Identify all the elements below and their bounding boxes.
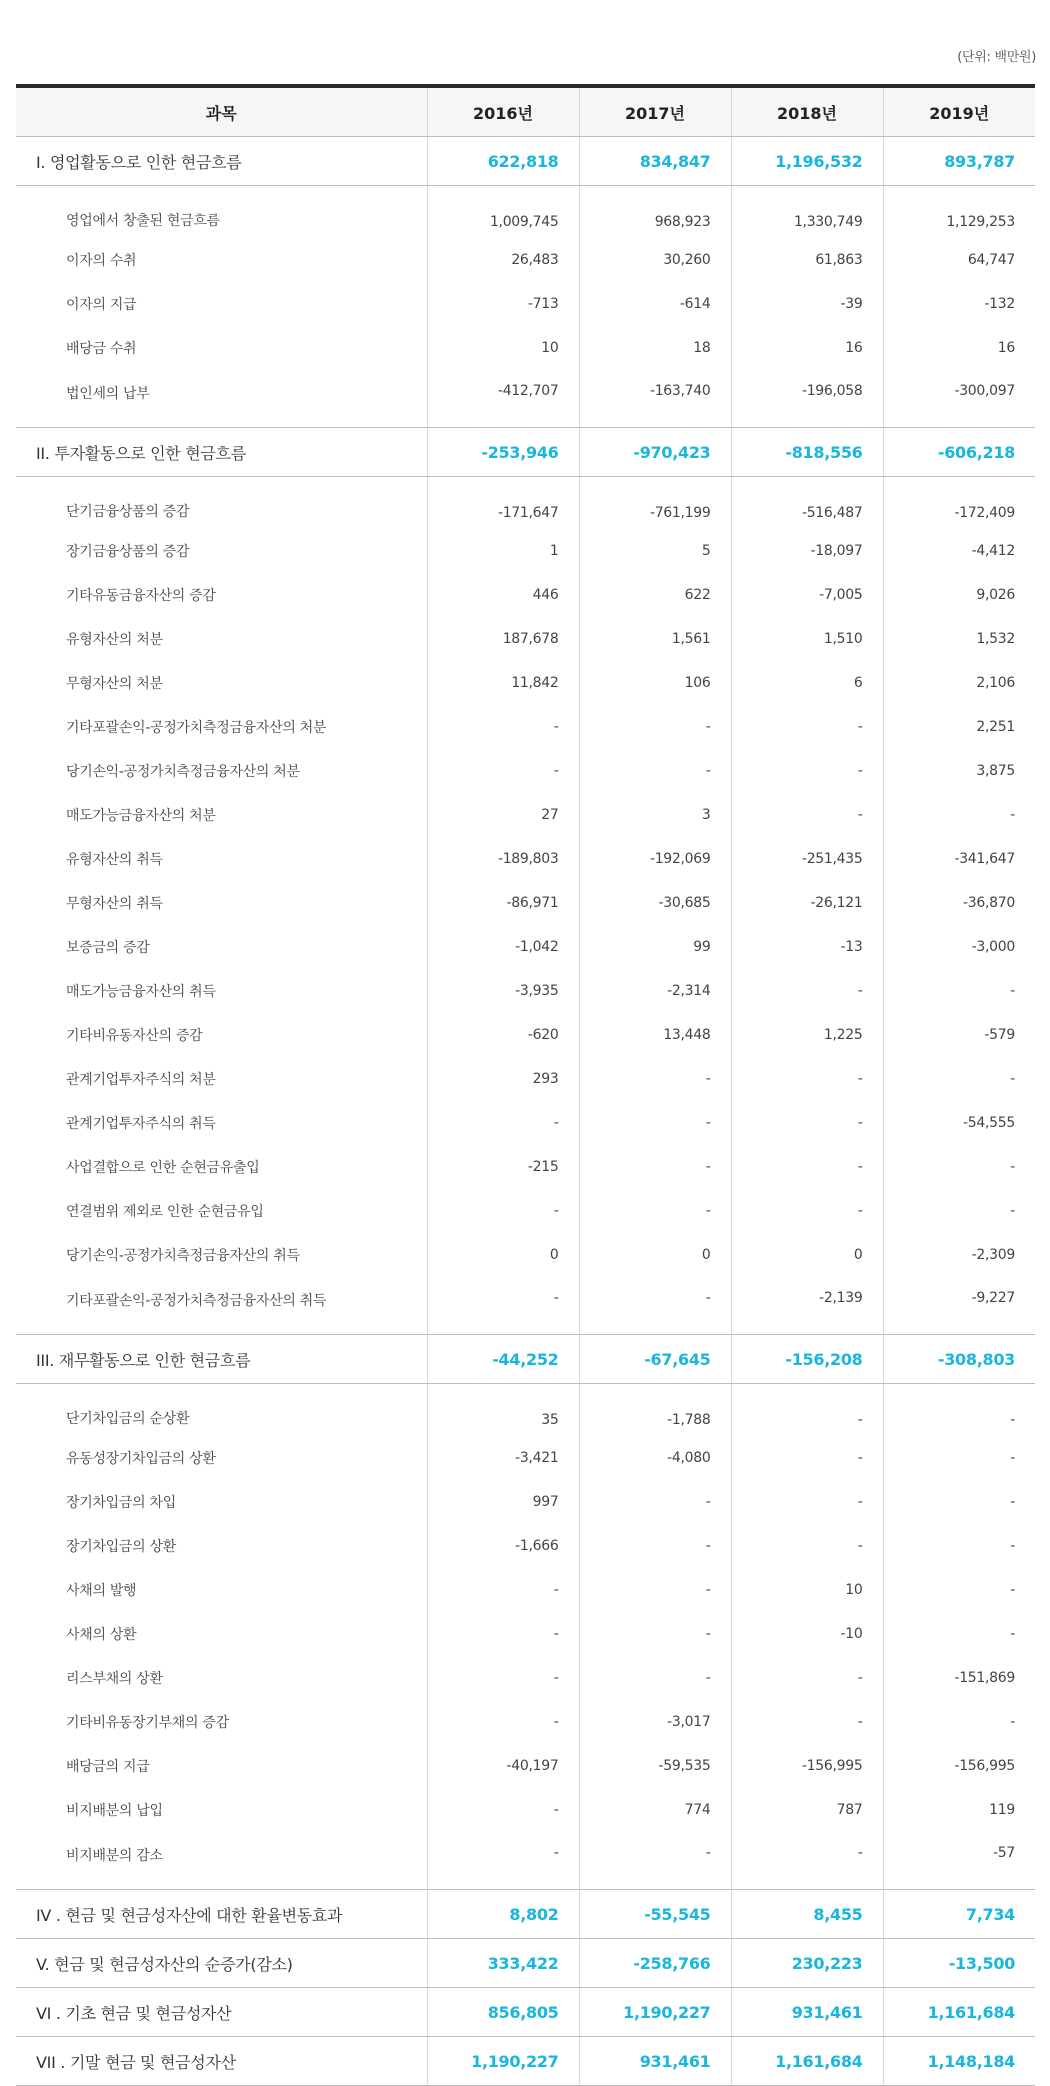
header-year-2017: 2017년: [579, 86, 731, 137]
item-label: 비지배분의 감소: [16, 1832, 427, 1890]
table-row: [16, 1101, 1035, 1145]
section-label: IV . 현금 및 현금성자산에 대한 환율변동효과: [16, 1890, 427, 1939]
value-2019: -: [1010, 1071, 1015, 1087]
item-label: 매도가능금융자산의 취득: [16, 969, 427, 1013]
value-2019: -308,803: [883, 1335, 1035, 1384]
table-row: [16, 1832, 1035, 1890]
value-2019: -300,097: [954, 383, 1015, 399]
value-2019: -3,000: [971, 939, 1015, 955]
header-year-2018: 2018년: [731, 86, 883, 137]
value-2018: 6: [731, 661, 883, 705]
table-row: [16, 793, 1035, 837]
value-2017: -: [579, 1277, 731, 1335]
value-2019: -: [1010, 1412, 1015, 1428]
value-2018: 230,223: [731, 1939, 883, 1988]
value-2018: -2,139: [731, 1277, 883, 1335]
value-2019: -: [1010, 1714, 1015, 1730]
value-2017: -: [579, 1524, 731, 1568]
value-2018: -: [731, 749, 883, 793]
value-2019: -: [1010, 1203, 1015, 1219]
value-2016: 10: [427, 326, 579, 370]
value-2017: -3,017: [579, 1700, 731, 1744]
value-2017: -: [579, 1656, 731, 1700]
value-2019: -172,409: [954, 505, 1015, 521]
value-2018: 0: [731, 1233, 883, 1277]
table-row: [16, 705, 1035, 749]
header-year-2019: 2019년: [883, 86, 1035, 137]
item-label: 법인세의 납부: [16, 370, 427, 428]
value-2019: -341,647: [954, 851, 1015, 867]
item-label: 기타비유동장기부채의 증감: [16, 1700, 427, 1744]
value-2019: -: [1010, 1626, 1015, 1642]
value-2018: 1,225: [731, 1013, 883, 1057]
value-2018: 61,863: [731, 238, 883, 282]
table-row: [16, 1788, 1035, 1832]
value-2018: -: [731, 1832, 883, 1890]
value-2019: 1,129,253: [946, 214, 1015, 230]
value-2016: -412,707: [427, 370, 579, 428]
value-2019: -: [1010, 983, 1015, 999]
value-2016: -189,803: [427, 837, 579, 881]
value-2019: 1,148,184: [883, 2037, 1035, 2086]
table-row: [16, 282, 1035, 326]
item-label: 무형자산의 취득: [16, 881, 427, 925]
table-row: [16, 573, 1035, 617]
table-row: [16, 1233, 1035, 1277]
unit-note: (단위: 백만원): [957, 50, 1036, 65]
value-2017: -: [579, 749, 731, 793]
value-2019: 9,026: [976, 587, 1015, 603]
section-total-row: [16, 1939, 1035, 1988]
table-row: [16, 186, 1035, 239]
item-label: 배당금 수취: [16, 326, 427, 370]
value-2017: 774: [579, 1788, 731, 1832]
item-label: 사채의 상환: [16, 1612, 427, 1656]
value-2017: 622: [579, 573, 731, 617]
value-2017: -67,645: [579, 1335, 731, 1384]
value-2019: 16: [997, 340, 1015, 356]
table-row: [16, 837, 1035, 881]
section-label: VI . 기초 현금 및 현금성자산: [16, 1988, 427, 2037]
value-2016: -: [427, 1612, 579, 1656]
value-2016: -171,647: [427, 477, 579, 530]
header-year-2016: 2016년: [427, 86, 579, 137]
value-2017: -970,423: [579, 428, 731, 477]
value-2019: 119: [989, 1802, 1015, 1818]
value-2018: -818,556: [731, 428, 883, 477]
value-2016: 26,483: [427, 238, 579, 282]
value-2017: 30,260: [579, 238, 731, 282]
value-2016: -40,197: [427, 1744, 579, 1788]
value-2016: -: [427, 705, 579, 749]
value-2016: 0: [427, 1233, 579, 1277]
value-2018: -: [731, 1480, 883, 1524]
value-2017: -: [579, 1568, 731, 1612]
value-2016: -: [427, 1832, 579, 1890]
value-2016: -215: [427, 1145, 579, 1189]
table-row: [16, 969, 1035, 1013]
table-row: [16, 661, 1035, 705]
value-2018: 787: [731, 1788, 883, 1832]
table-row: [16, 370, 1035, 428]
value-2017: 3: [579, 793, 731, 837]
table-row: [16, 477, 1035, 530]
section-label: VII . 기말 현금 및 현금성자산: [16, 2037, 427, 2086]
section-label: I. 영업활동으로 인한 현금흐름: [16, 137, 427, 186]
value-2019: -579: [984, 1027, 1015, 1043]
table-row: [16, 326, 1035, 370]
value-2018: 931,461: [731, 1988, 883, 2037]
value-2018: -: [731, 705, 883, 749]
item-label: 유형자산의 처분: [16, 617, 427, 661]
value-2016: -: [427, 1656, 579, 1700]
value-2019: -: [1010, 1538, 1015, 1554]
value-2016: 622,818: [427, 137, 579, 186]
section-total-row: [16, 137, 1035, 186]
item-label: 장기차입금의 상환: [16, 1524, 427, 1568]
item-label: 장기금융상품의 증감: [16, 529, 427, 573]
value-2016: 1,190,227: [427, 2037, 579, 2086]
value-2017: 13,448: [579, 1013, 731, 1057]
value-2017: 99: [579, 925, 731, 969]
table-row: [16, 1568, 1035, 1612]
table-row: [16, 1189, 1035, 1233]
value-2018: 10: [731, 1568, 883, 1612]
item-label: 유형자산의 취득: [16, 837, 427, 881]
value-2019: 1,161,684: [883, 1988, 1035, 2037]
value-2017: 931,461: [579, 2037, 731, 2086]
value-2017: -192,069: [579, 837, 731, 881]
value-2016: -1,666: [427, 1524, 579, 1568]
value-2017: -1,788: [579, 1384, 731, 1437]
value-2018: -: [731, 1656, 883, 1700]
value-2019: -36,870: [963, 895, 1015, 911]
item-label: 단기차입금의 순상환: [16, 1384, 427, 1437]
value-2018: -196,058: [731, 370, 883, 428]
value-2018: -: [731, 1436, 883, 1480]
item-label: 이자의 지급: [16, 282, 427, 326]
table-row: [16, 749, 1035, 793]
item-label: 기타포괄손익-공정가치측정금융자산의 처분: [16, 705, 427, 749]
item-label: 리스부채의 상환: [16, 1656, 427, 1700]
value-2019: -606,218: [883, 428, 1035, 477]
value-2019: -: [1010, 1159, 1015, 1175]
value-2019: -57: [993, 1845, 1015, 1861]
value-2017: -258,766: [579, 1939, 731, 1988]
value-2018: -251,435: [731, 837, 883, 881]
table-row: [16, 1057, 1035, 1101]
value-2018: 1,510: [731, 617, 883, 661]
value-2019: 7,734: [883, 1890, 1035, 1939]
value-2018: -156,995: [731, 1744, 883, 1788]
item-label: 관계기업투자주식의 처분: [16, 1057, 427, 1101]
item-label: 이자의 수취: [16, 238, 427, 282]
value-2019: -2,309: [971, 1247, 1015, 1263]
table-row: [16, 1524, 1035, 1568]
item-label: 비지배분의 납입: [16, 1788, 427, 1832]
item-label: 사업결합으로 인한 순현금유출입: [16, 1145, 427, 1189]
table-row: [16, 1384, 1035, 1437]
value-2016: -: [427, 1277, 579, 1335]
value-2018: -: [731, 793, 883, 837]
value-2017: 968,923: [579, 186, 731, 239]
table-row: [16, 617, 1035, 661]
value-2017: -4,080: [579, 1436, 731, 1480]
item-label: 영업에서 창출된 현금흐름: [16, 186, 427, 239]
value-2019: 1,532: [976, 631, 1015, 647]
value-2016: 446: [427, 573, 579, 617]
value-2018: -: [731, 1524, 883, 1568]
value-2017: -: [579, 1145, 731, 1189]
value-2016: -: [427, 1788, 579, 1832]
table-header: [16, 86, 1035, 137]
item-label: 보증금의 증감: [16, 925, 427, 969]
value-2017: -: [579, 1480, 731, 1524]
value-2019: -4,412: [971, 543, 1015, 559]
value-2019: -151,869: [954, 1670, 1015, 1686]
value-2018: -516,487: [731, 477, 883, 530]
header-row: [16, 86, 1035, 137]
value-2016: -: [427, 1189, 579, 1233]
value-2017: -163,740: [579, 370, 731, 428]
value-2017: -: [579, 1101, 731, 1145]
value-2016: -620: [427, 1013, 579, 1057]
item-label: 기타유동금융자산의 증감: [16, 573, 427, 617]
value-2018: -: [731, 1189, 883, 1233]
value-2018: -: [731, 1145, 883, 1189]
value-2018: -10: [731, 1612, 883, 1656]
value-2017: -55,545: [579, 1890, 731, 1939]
value-2016: -: [427, 1101, 579, 1145]
value-2019: -9,227: [971, 1290, 1015, 1306]
value-2016: 8,802: [427, 1890, 579, 1939]
value-2018: -156,208: [731, 1335, 883, 1384]
table-row: [16, 238, 1035, 282]
value-2016: -: [427, 1568, 579, 1612]
value-2017: 106: [579, 661, 731, 705]
item-label: 매도가능금융자산의 처분: [16, 793, 427, 837]
value-2019: -13,500: [883, 1939, 1035, 1988]
value-2017: 1,561: [579, 617, 731, 661]
value-2016: 187,678: [427, 617, 579, 661]
value-2016: -: [427, 1700, 579, 1744]
value-2019: 2,106: [976, 675, 1015, 691]
value-2017: -59,535: [579, 1744, 731, 1788]
value-2019: -: [1010, 1582, 1015, 1598]
value-2017: 1,190,227: [579, 1988, 731, 2037]
value-2019: -: [1010, 807, 1015, 823]
value-2018: 1,161,684: [731, 2037, 883, 2086]
value-2016: -3,421: [427, 1436, 579, 1480]
table-row: [16, 1612, 1035, 1656]
value-2017: -761,199: [579, 477, 731, 530]
section-total-row: [16, 2037, 1035, 2086]
value-2017: -: [579, 1057, 731, 1101]
table-row: [16, 1277, 1035, 1335]
item-label: 기타비유동자산의 증감: [16, 1013, 427, 1057]
item-label: 관계기업투자주식의 취득: [16, 1101, 427, 1145]
value-2019: 3,875: [976, 763, 1015, 779]
table-row: [16, 1656, 1035, 1700]
value-2019: -: [1010, 1494, 1015, 1510]
value-2018: -39: [731, 282, 883, 326]
value-2018: -: [731, 1700, 883, 1744]
section-total-row: [16, 1335, 1035, 1384]
value-2019: 64,747: [967, 252, 1015, 268]
table-row: [16, 881, 1035, 925]
item-label: 장기차입금의 차입: [16, 1480, 427, 1524]
value-2016: -713: [427, 282, 579, 326]
table-row: [16, 1700, 1035, 1744]
item-label: 단기금융상품의 증감: [16, 477, 427, 530]
value-2017: 0: [579, 1233, 731, 1277]
item-label: 당기손익-공정가치측정금융자산의 처분: [16, 749, 427, 793]
cash-flow-table: [16, 84, 1035, 2086]
table-row: [16, 529, 1035, 573]
value-2018: 1,330,749: [731, 186, 883, 239]
section-label: III. 재무활동으로 인한 현금흐름: [16, 1335, 427, 1384]
value-2017: -2,314: [579, 969, 731, 1013]
value-2018: -7,005: [731, 573, 883, 617]
value-2016: 27: [427, 793, 579, 837]
value-2019: -: [1010, 1450, 1015, 1466]
table-row: [16, 925, 1035, 969]
table-row: [16, 1145, 1035, 1189]
table-row: [16, 1436, 1035, 1480]
value-2016: -86,971: [427, 881, 579, 925]
item-label: 유동성장기차입금의 상환: [16, 1436, 427, 1480]
table-row: [16, 1744, 1035, 1788]
value-2018: 16: [731, 326, 883, 370]
value-2019: -132: [984, 296, 1015, 312]
value-2016: 293: [427, 1057, 579, 1101]
value-2018: -: [731, 1384, 883, 1437]
item-label: 연결범위 제외로 인한 순현금유입: [16, 1189, 427, 1233]
value-2018: -13: [731, 925, 883, 969]
section-total-row: [16, 1890, 1035, 1939]
value-2018: -: [731, 1057, 883, 1101]
header-account: 과목: [16, 86, 427, 137]
value-2016: 11,842: [427, 661, 579, 705]
table-body: [16, 137, 1035, 2086]
value-2016: 35: [427, 1384, 579, 1437]
value-2018: 1,196,532: [731, 137, 883, 186]
value-2017: -30,685: [579, 881, 731, 925]
value-2017: -: [579, 1832, 731, 1890]
item-label: 당기손익-공정가치측정금융자산의 취득: [16, 1233, 427, 1277]
value-2019: -156,995: [954, 1758, 1015, 1774]
value-2016: 856,805: [427, 1988, 579, 2037]
value-2017: -: [579, 1612, 731, 1656]
value-2017: 834,847: [579, 137, 731, 186]
value-2016: -3,935: [427, 969, 579, 1013]
section-total-row: [16, 1988, 1035, 2037]
value-2016: -1,042: [427, 925, 579, 969]
item-label: 기타포괄손익-공정가치측정금융자산의 취득: [16, 1277, 427, 1335]
value-2017: -: [579, 1189, 731, 1233]
value-2018: 8,455: [731, 1890, 883, 1939]
value-2017: 18: [579, 326, 731, 370]
value-2018: -18,097: [731, 529, 883, 573]
value-2018: -: [731, 969, 883, 1013]
value-2017: -: [579, 705, 731, 749]
value-2016: 997: [427, 1480, 579, 1524]
value-2016: -253,946: [427, 428, 579, 477]
section-total-row: [16, 428, 1035, 477]
value-2016: 333,422: [427, 1939, 579, 1988]
value-2017: 5: [579, 529, 731, 573]
item-label: 사채의 발행: [16, 1568, 427, 1612]
table-row: [16, 1480, 1035, 1524]
value-2019: 893,787: [883, 137, 1035, 186]
value-2017: -614: [579, 282, 731, 326]
section-label: V. 현금 및 현금성자산의 순증가(감소): [16, 1939, 427, 1988]
value-2019: 2,251: [976, 719, 1015, 735]
section-label: II. 투자활동으로 인한 현금흐름: [16, 428, 427, 477]
value-2016: -44,252: [427, 1335, 579, 1384]
value-2018: -26,121: [731, 881, 883, 925]
value-2018: -: [731, 1101, 883, 1145]
table-row: [16, 1013, 1035, 1057]
item-label: 배당금의 지급: [16, 1744, 427, 1788]
value-2019: -54,555: [963, 1115, 1015, 1131]
item-label: 무형자산의 처분: [16, 661, 427, 705]
value-2016: 1: [427, 529, 579, 573]
value-2016: -: [427, 749, 579, 793]
value-2016: 1,009,745: [427, 186, 579, 239]
